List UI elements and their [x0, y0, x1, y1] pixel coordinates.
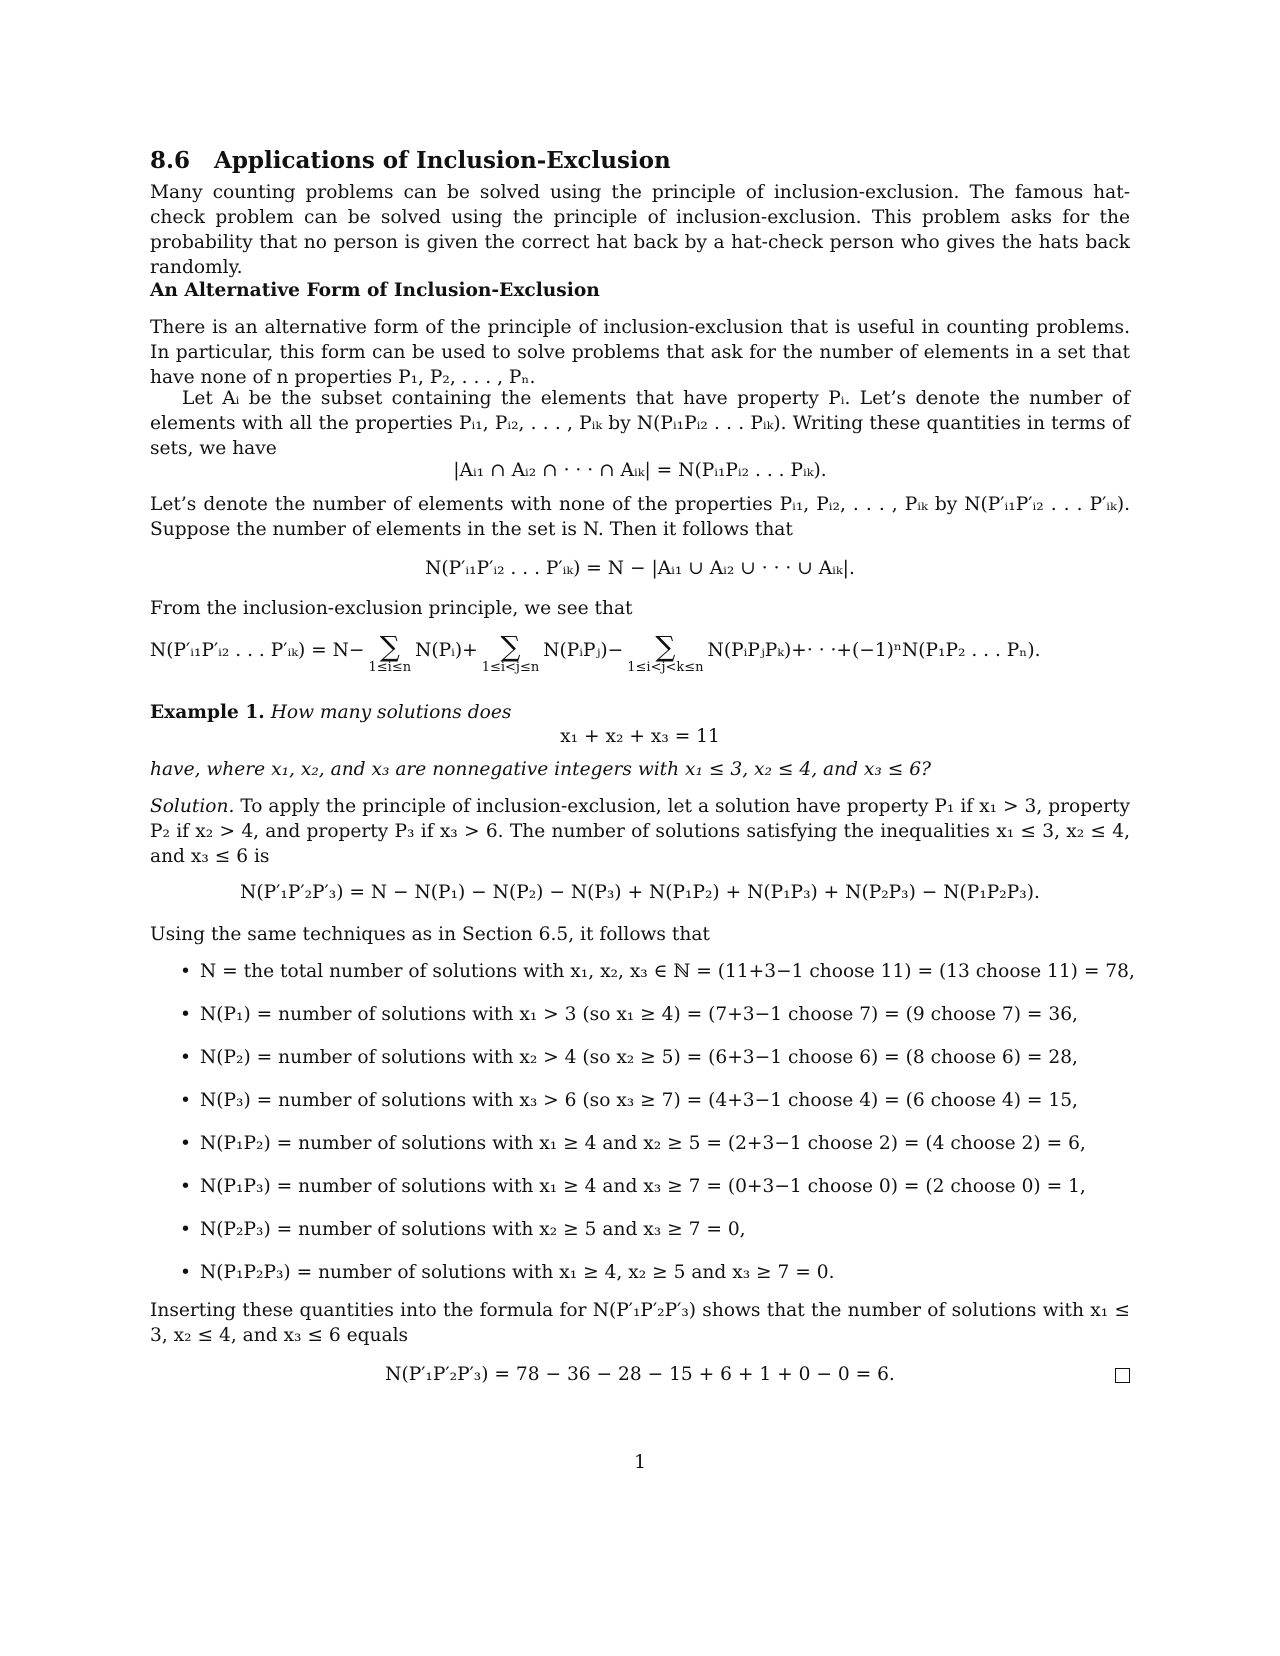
sum-range-3: 1≤i<j<k≤n [627, 660, 704, 675]
eq3-lhs: N(P′ᵢ₁P′ᵢ₂ . . . P′ᵢₖ) = N− [150, 640, 365, 661]
eq3-term-1: N(Pᵢ)+ [415, 640, 478, 661]
bullet-icon: • [180, 1090, 191, 1111]
sum-operator-2 [481, 630, 540, 676]
sigma-symbol: ∑ [379, 630, 400, 663]
list-item: • N(P₁P₃) = number of solutions with x₁ ≥ 4 and x₃ ≥ 7 = (0+3−1 choose 0) = (2 choose 0) = 1, [150, 1169, 1130, 1212]
bullet-icon: • [180, 1176, 191, 1197]
solution-paragraph [150, 794, 1130, 869]
equation-intersection: |Aᵢ₁ ∩ Aᵢ₂ ∩ · · · ∩ Aᵢₖ| = N(Pᵢ₁Pᵢ₂ . . . Pᵢₖ). [453, 460, 827, 481]
example-equation: x₁ + x₂ + x₃ = 11 [560, 726, 720, 747]
example-question-end: have, where x₁, x₂, and x₃ are nonnegative integers with x₁ ≤ 3, x₂ ≤ 4, and x₃ ≤ 6? [150, 759, 932, 780]
example-question-start: How many solutions does [270, 702, 512, 723]
sigma-symbol: ∑ [500, 630, 521, 663]
sigma-symbol: ∑ [655, 630, 676, 663]
solution-text: To apply the principle of inclusion-exclusion, let a solution have property P₁ if x₁ > 3, property P₂ if x₂ > 4, and property P₃ if x₃ > 6. The number of solutions satisfying the inequalities x₁ ≤ 3, x₂ ≤ 4, and x₃ ≤ 6 is [150, 796, 1130, 867]
list-item: • N(P₂P₃) = number of solutions with x₂ ≥ 5 and x₃ ≥ 7 = 0, [150, 1212, 1130, 1255]
alt-form-paragraph-3: Let’s denote the number of elements with none of the properties Pᵢ₁, Pᵢ₂, . . . , Pᵢₖ by N(P′ᵢ₁P′ᵢ₂ . . . P′ᵢₖ). Suppose the number of elements in the set is N. Then it follows that [150, 494, 1130, 540]
intro-paragraph: Many counting problems can be solved using the principle of inclusion-exclusion. The famous hat-check problem can be solved using the principle of inclusion-exclusion. This problem asks for the probability that no person is given the correct hat back by a hat-check person who gives the hats back randomly. [150, 182, 1130, 278]
sum-operator-3 [627, 630, 704, 676]
equation-inclusion-exclusion [150, 630, 1130, 676]
bullet-icon: • [180, 1262, 191, 1283]
page-number: 1 [634, 1452, 646, 1473]
list-item: • N(P₁) = number of solutions with x₁ > 3 (so x₁ ≥ 4) = (7+3−1 choose 7) = (9 choose 7) = 36, [150, 997, 1130, 1040]
alt-form-paragraph-1: There is an alternative form of the principle of inclusion-exclusion that is useful in counting problems. In particular, this form can be used to solve problems that ask for the number of elements in a set that have none of n properties P₁, P₂, . . . , Pₙ. [150, 317, 1130, 388]
eq3-term-2: N(PᵢPⱼ)− [543, 640, 624, 661]
qed-icon [1115, 1368, 1130, 1383]
bullet-icon: • [180, 1004, 191, 1025]
sum-range-1: 1≤i≤n [368, 660, 412, 675]
eq3-term-3: N(PᵢPⱼPₖ)+· · ·+(−1)ⁿN(P₁P₂ . . . Pₙ). [707, 640, 1041, 661]
alt-form-paragraph-2: Let Aᵢ be the subset containing the elements that have property Pᵢ. Let’s denote the number of elements with all the properties Pᵢ₁, Pᵢ₂, . . . , Pᵢₖ by N(Pᵢ₁Pᵢ₂ . . . Pᵢₖ). Writing these quantities in terms of sets, we have [150, 388, 1130, 459]
section-number: 8.6 [150, 147, 191, 174]
sum-range-2: 1≤i<j≤n [481, 660, 540, 675]
bullet-icon: • [180, 961, 191, 982]
equation-complement: N(P′ᵢ₁P′ᵢ₂ . . . P′ᵢₖ) = N − |Aᵢ₁ ∪ Aᵢ₂ ∪ · · · ∪ Aᵢₖ|. [425, 558, 855, 579]
section-title: Applications of Inclusion-Exclusion [214, 147, 671, 174]
list-item: • N(P₁P₂) = number of solutions with x₁ ≥ 4 and x₂ ≥ 5 = (2+3−1 choose 2) = (4 choose 2) = 6, [150, 1126, 1130, 1169]
list-item: • N = the total number of solutions with x₁, x₂, x₃ ∈ ℕ = (11+3−1 choose 11) = (13 choose 11) = 78, [150, 954, 1130, 997]
list-item: • N(P₃) = number of solutions with x₃ > 6 (so x₃ ≥ 7) = (4+3−1 choose 4) = (6 choose 4) = 15, [150, 1083, 1130, 1126]
solution-bullet-list [150, 954, 1135, 1298]
bullet-icon: • [180, 1047, 191, 1068]
final-equation: N(P′₁P′₂P′₃) = 78 − 36 − 28 − 15 + 6 + 1 + 0 − 0 = 6. [385, 1364, 895, 1385]
solution-list-intro: Using the same techniques as in Section 6.5, it follows that [150, 924, 710, 945]
bullet-icon: • [180, 1133, 191, 1154]
subsection-heading: An Alternative Form of Inclusion-Exclusion [150, 280, 600, 301]
example-question [150, 700, 1130, 725]
bullet-icon: • [180, 1219, 191, 1240]
section-heading [150, 146, 671, 176]
alt-form-paragraph-4: From the inclusion-exclusion principle, we see that [150, 598, 633, 619]
list-item: • N(P₂) = number of solutions with x₂ > 4 (so x₂ ≥ 5) = (6+3−1 choose 6) = (8 choose 6) = 28, [150, 1040, 1130, 1083]
example-label: Example 1. [150, 702, 265, 723]
sum-operator-1 [368, 630, 412, 676]
solution-label: Solution. [150, 796, 235, 817]
solution-equation: N(P′₁P′₂P′₃) = N − N(P₁) − N(P₂) − N(P₃) + N(P₁P₂) + N(P₁P₃) + N(P₂P₃) − N(P₁P₂P₃). [240, 882, 1040, 903]
list-item: • N(P₁P₂P₃) = number of solutions with x₁ ≥ 4, x₂ ≥ 5 and x₃ ≥ 7 = 0. [150, 1255, 1130, 1298]
conclusion-paragraph: Inserting these quantities into the formula for N(P′₁P′₂P′₃) shows that the number of solutions with x₁ ≤ 3, x₂ ≤ 4, and x₃ ≤ 6 equals [150, 1300, 1130, 1346]
